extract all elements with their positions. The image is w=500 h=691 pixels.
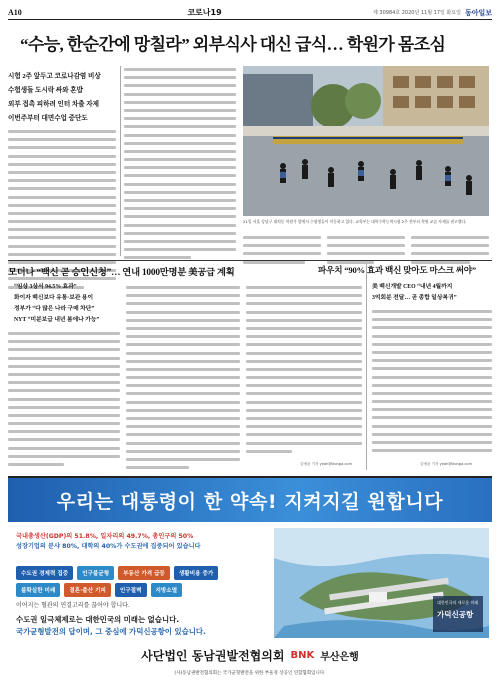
ad-stats — [16, 532, 261, 552]
ad-map-label-small: 대한민국의 새로운 미래 — [437, 600, 479, 605]
deck-line: 美 백신개발 CEO “내년 4월까지 — [372, 284, 453, 290]
deck-line: 수험생들 도시락 싸와 혼밥 — [8, 87, 84, 94]
story2-byline: 김예윤 기자 yeah@donga.com — [300, 462, 353, 466]
ad-claim — [16, 614, 266, 638]
page-header — [8, 6, 492, 20]
deck-line: 정부가 “다 많은 나라 구매 차단” — [14, 306, 95, 312]
deck-line: 시험 2주 앞두고 코로나감염 비상 — [8, 73, 101, 80]
ad-stats-line: 성장기업의 분샤 80%, 대학의 40%가 수도권에 집중되어 있습니다 — [16, 543, 201, 550]
ad-claim-line: 수도권 일극체제로는 대한민국의 미래는 없습니다. — [16, 615, 180, 624]
body-text-column — [372, 310, 492, 457]
bank-name: 부산은행 — [320, 651, 359, 663]
deck-line: NYT “미분보급 내년 봄에나 가능” — [14, 317, 100, 323]
main-headline: “수능, 한순간에 망칠라” 외부식사 대신 급식… 학원가 몸조심 — [20, 35, 446, 54]
main-deck — [8, 70, 116, 126]
ad-note: 이어지는 혈관의 연결고리를 끊어야 합니다. — [16, 602, 130, 609]
ad-tag: 결혼·출산 기피 — [64, 583, 111, 597]
ad-tag: 인구불균형 — [77, 566, 114, 580]
body-text-column — [246, 286, 362, 458]
body-text-column — [124, 68, 236, 265]
section-name: 코로나19 — [187, 8, 222, 17]
news-photo — [243, 66, 489, 216]
deck-line: 3억회분 전달… 곧 종합 일상복귀” — [372, 295, 457, 301]
photo-caption: 21일 서울 강남구 대치동 학원가 앞에서 수험생들이 이동하고 있다. 교육부는 대학수학능력시험 2주 전부터 학원 교습 자제를 권고했다. — [243, 219, 467, 224]
body-text-column — [8, 332, 120, 471]
bank-brand-logo: BNK — [290, 649, 315, 661]
advertisement — [8, 476, 492, 683]
ad-tag: 생활비용 증가 — [174, 566, 218, 580]
story3-byline: 김예윤 기자 yeah@donga.com — [420, 462, 473, 466]
story3-deck — [372, 282, 492, 304]
street-photo-illustration — [243, 66, 489, 216]
ad-tag: 부동산 가격 급등 — [118, 566, 170, 580]
deck-line: 이번주부터 대면수업 중단도 — [8, 115, 88, 122]
story3-headline: 파우치 “90% 효과 백신 맞아도 마스크 써야” — [318, 265, 476, 275]
ad-stats-line: 국내총생산(GDP)의 51.8%, 일자리의 49.7%, 총인구의 50% — [16, 533, 194, 540]
story2-deck — [14, 282, 134, 326]
deck-line: 외부 접촉 피하려 인터 차출 자제 — [8, 101, 100, 108]
ad-tag: 인구절벽 — [115, 583, 147, 597]
ad-tag: 불확실한 미래 — [16, 583, 60, 597]
body-text-column — [243, 236, 321, 269]
ad-tag: 지방소멸 — [151, 583, 183, 597]
story2-headline: 모더나 “백신 곧 승인신청”… 연내 1000만명분 美공급 계획 — [8, 268, 235, 278]
airport-illustration — [274, 528, 489, 638]
ad-sponsor — [8, 642, 492, 668]
ad-tag-list — [16, 566, 266, 597]
ad-banner — [8, 478, 492, 522]
issue-meta: 제 30984호 2020년 11월 17일 화요일 — [372, 10, 461, 16]
deck-line: “임상 3상서 94.5% 효과” — [14, 284, 77, 290]
ad-map-label-big: 가덕신공항 — [437, 610, 474, 619]
sponsor-org: 사단법인 동남권발전협의회 — [141, 648, 285, 663]
body-text-column — [126, 286, 240, 474]
ad-map-label — [433, 596, 483, 632]
newspaper-logo: 동아일보 — [464, 8, 492, 17]
page-number: A10 — [8, 8, 22, 17]
ad-banner-text: 우리는 대통령이 한 약속! 지켜지길 원합니다 — [56, 490, 444, 513]
ad-subtext: (사)동남권발전협의회는 국가균형발전을 위한 부울경 상공인 연합협회입니다. — [174, 671, 326, 676]
deck-line: 화이자 백신보다 유통·보관 용이 — [14, 295, 94, 301]
ad-claim-line: 국가균형발전의 답이며, 그 중심에 가덕신공항이 있습니다. — [16, 627, 206, 636]
ad-tag: 수도권 경제력 집중 — [16, 566, 73, 580]
